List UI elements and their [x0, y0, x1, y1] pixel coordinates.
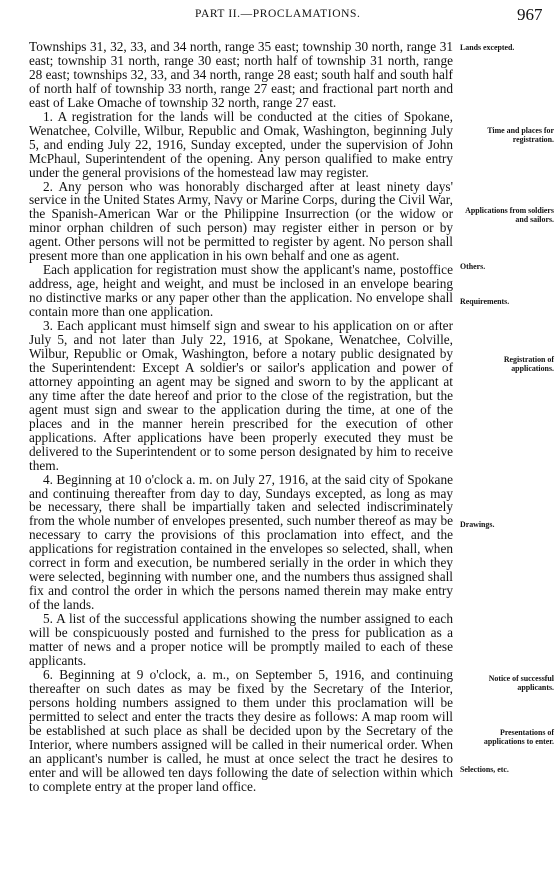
- margin-note-soldiers: Applications from soldiers and sailors.: [465, 206, 554, 224]
- margin-note-time-places: Time and places for registration.: [487, 126, 554, 144]
- paragraph-4-drawings: 4. Beginning at 10 o'clock a. m. on July 27, 1916, at the said city of Spokane and continuing thereafter from day to day, Sundays excepted, as long as may be necessary, there shall be impartially taken and selected indiscriminately from the whole number of envelopes presented, such number thereof as may be necessary to carry the provisions of this proclamation into effect, and the applications for registration contained in the envelopes so selected, shall, when correct in form and execution, be numbered serially in the order in which they were selected, beginning with number one, and the numbers thus assigned shall fix and control the order in which the persons named therein may make entry of the lands.: [29, 471, 453, 613]
- margin-note-others: Others.: [460, 262, 486, 271]
- running-header: [0, 5, 558, 26]
- margin-note-requirements: Requirements.: [460, 297, 510, 306]
- paragraph-requirements: Each application for registration must show the applicant's name, postoffice address, age, height and weight, and must be inclosed in an envelope bearing no distinctive marks or any paper other than the application. No envelope shall contain more than one application.: [29, 262, 453, 320]
- paragraph-2-soldiers: 2. Any person who was honorably discharged after at least ninety days' service in the United States Army, Navy or Marine Corps, during the Civil War, the Spanish-American War or the Philippine Insurrection (or the widow or minor orphan children of such person) may register either in person or by agent. Other persons will not be permitted to register by agent. No person shall present more than one application in his own behalf and one as agent.: [29, 178, 453, 264]
- paragraph-6-selections: 6. Beginning at 9 o'clock, a. m., on September 5, 1916, and continuing thereafter on such dates as may be fixed by the Secretary of the Interior, persons holding numbers assigned to them under this proclamation will be permitted to select and enter the tracts they desire as follows: A map room will be established at such place as shall be decided upon by the Secretary of the Interior, where numbers assigned will be called in their numerical order. When an applicant's number is called, he must at once select the tract he desires to enter and will be allowed ten days following the date of selection within which to complete entry at the proper land office.: [29, 666, 453, 794]
- margin-note-notice: Notice of successful applicants.: [488, 674, 554, 692]
- paragraph-townships: Townships 31, 32, 33, and 34 north, range 35 east; township 30 north, range 31 east; township 31 north, range 30 east; north half of township 31 north, range 28 east; townships 32, 33, and 34 north, range 28 east; south half and south half of north half of township 33 north, range 27 east; and fractional part north and east of Lake Omache of township 32 north, range 27 east.: [29, 39, 453, 110]
- page-number: 967: [517, 5, 543, 24]
- running-title: PART II.—PROCLAMATIONS.: [195, 8, 361, 20]
- margin-note-selections: Selections, etc.: [460, 765, 509, 774]
- margin-note-drawings: Drawings.: [460, 520, 495, 529]
- body-text: [29, 40, 453, 793]
- margin-note-presentations: Presentations of applications to enter.: [483, 728, 554, 746]
- paragraph-5-notice: 5. A list of the successful applications showing the number assigned to each will be conspicuously posted and furnished to the press for publication as a matter of news and a proper notice will be promptly mailed to each of these applicants.: [29, 611, 453, 668]
- margin-note-lands-excepted: Lands excepted.: [460, 43, 515, 52]
- paragraph-3-sign-and-swear: 3. Each applicant must himself sign and swear to his application on or after July 5, and not later than July 22, 1916, at Spokane, Wenatchee, Colville, Wilbur, Republic or Omak, Washington, before a notary public designated by the Superintendent: Except A soldier's or sailor's application and power of attorney appointing an agent may be signed and sworn to by the applicant at any time after the date hereof and prior to the close of the registration, but the agent must sign and swear to the application during the time, at one of the places and in the manner herein prescribed for the execution of other applications. After applications have been properly executed they must be delivered to the Superintendent or to some person designated by him to receive them.: [29, 318, 453, 473]
- paragraph-1-registration: 1. A registration for the lands will be conducted at the cities of Spokane, Wenatchee, Colville, Wilbur, Republic and Omak, Washington, beginning July 5, and ending July 22, 1916, Sunday excepted, under the supervision of John McPhaul, Superintendent of the opening. Any person qualified to make entry under the general provisions of the homestead law may register.: [29, 108, 453, 180]
- margin-note-registration: Registration of applications.: [503, 355, 554, 373]
